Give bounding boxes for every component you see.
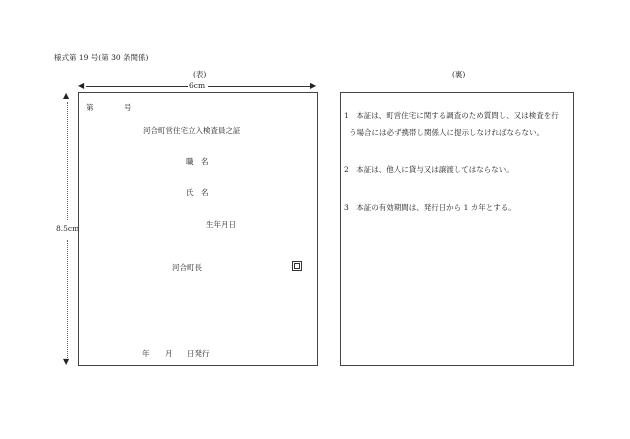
note-1-line-1: 1 本証は、町営住宅に関する調査のため質問し、又は検査を行 (344, 111, 559, 120)
width-dimension-line-right (208, 86, 312, 87)
name-label: 氏 名 (186, 188, 209, 197)
number-suffix: 号 (124, 103, 132, 112)
issue-month-label: 月 (165, 349, 173, 358)
front-side-label: (表) (193, 70, 207, 79)
note-1-line-2: う場合には必ず携帯し関係人に提示しなければならない。 (349, 128, 544, 137)
width-arrow-left-icon: ◀ (78, 81, 85, 90)
note-3: 3 本証の有効期間は、発行日から 1 カ年とする。 (344, 203, 516, 212)
issuer-label: 河合町長 (172, 263, 202, 272)
height-dimension-line-bottom (67, 240, 68, 358)
width-dimension-line-left (86, 86, 188, 87)
width-arrow-right-icon: ▶ (310, 81, 317, 90)
issue-day-label: 日発行 (187, 349, 210, 358)
seal-icon (292, 261, 302, 271)
height-arrow-down-icon: ▼ (63, 357, 70, 366)
height-dimension-line-top (67, 102, 68, 220)
issue-year-label: 年 (142, 349, 150, 358)
height-label: 8.5cm (56, 224, 80, 233)
form-label: 様式第 19 号(第 30 条関係) (54, 53, 149, 62)
card-title: 河合町営住宅立入検査員之証 (143, 126, 241, 135)
birthdate-label: 生年月日 (206, 220, 236, 229)
width-label: 6cm (189, 81, 206, 90)
height-arrow-up-icon: ▲ (63, 91, 70, 100)
note-2: 2 本証は、他人に貸与又は譲渡してはならない。 (344, 165, 514, 174)
back-side-label: (裏) (452, 70, 466, 79)
number-prefix: 第 (86, 103, 94, 112)
position-label: 職 名 (186, 157, 209, 166)
